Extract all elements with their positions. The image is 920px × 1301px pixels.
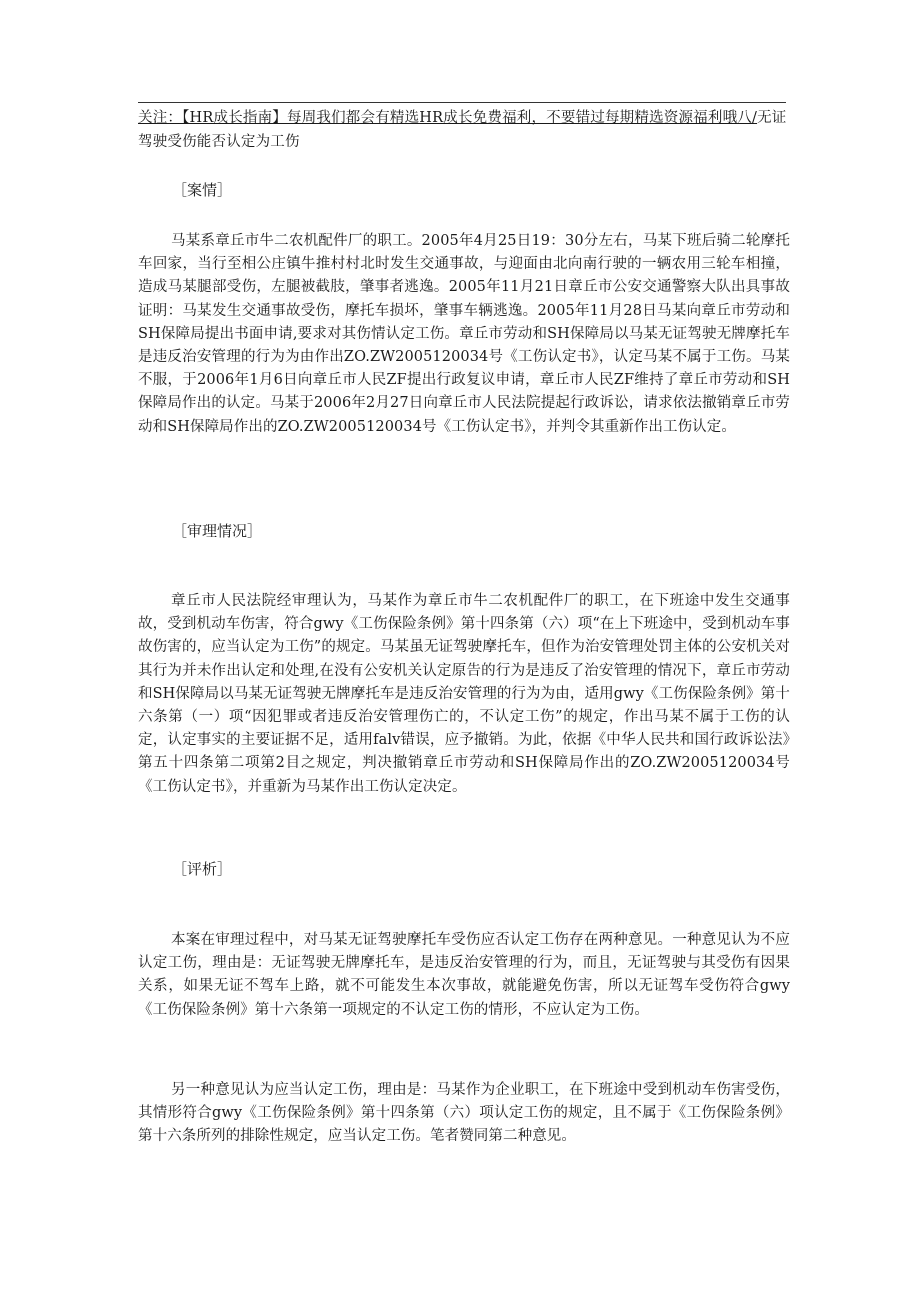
trial-paragraph: 章丘市人民法院经审理认为，马某作为章丘市牛二农机配件厂的职工，在下班途中发生交通事故，受到机动车伤害，符合gwy《工伤保险条例》第十四条第（六）项“在上下班途中，受到机动车事故伤害的，应当认定为工伤”的规定。马某虽无证驾驶摩托车，但作为治安管理处罚主体的公安机关对其行为并未作出认定和处理,在没有公安机关认定原告的行为是违反了治安管理的情况下，章丘市劳动和SH保障局以马某无证驾驶无牌摩托车是违反治安管理的行为为由，适用gwy《工伤保险条例》第十六条第（一）项“因犯罪或者违反治安管理伤亡的，不认定工伤”的规定，作出马某不属于工伤的认定，认定事实的主要证据不足，适用falv错误，应予撤销。为此，依据《中华人民共和国行政诉讼法》第五十四条第二项第2目之规定，判决撤销章丘市劳动和SH保障局作出的ZO.ZW2005120034号《工伤认定书》，并重新为马某作出工伤认定决定。: [138, 593, 790, 795]
document-title: 无证驾驶受伤能否认定为工伤: [138, 110, 787, 150]
comment-heading: ［评析］: [172, 860, 233, 878]
promo-notice[interactable]: 关注：【HR成长指南】每周我们都会有精选HR成长免费福利，不要错过每期精选资源福利哦八/: [138, 110, 758, 126]
document-header: [138, 106, 790, 154]
case-paragraph: 马某系章丘市牛二农机配件厂的职工。2005年4月25日19：30分左右，马某下班后骑二轮摩托车回家，当行至相公庄镇牛推村村北时发生交通事故，与迎面由北向南行驶的一辆农用三轮车相撞，造成马某腿部受伤，左腿被截肢，肇事者逃逸。2005年11月21日章丘市公安交通警察大队出具事故证明：马某发生交通事故受伤，摩托车损坏，肇事车辆逃逸。2005年11月28日马某向章丘市劳动和SH保障局提出书面申请,要求对其伤情认定工伤。章丘市劳动和SH保障局以马某无证驾驶无牌摩托车是违反治安管理的行为为由作出ZO.ZW2005120034号《工伤认定书》，认定马某不属于工伤。马某不服，于2006年1月6日向章丘市人民ZF提出行政复议申请，章丘市人民ZF维持了章丘市劳动和SH保障局作出的认定。马某于2006年2月27日向章丘市人民法院提起行政诉讼，请求依法撤销章丘市劳动和SH保障局作出的ZO.ZW2005120034号《工伤认定书》，并判令其重新作出工伤认定。: [138, 233, 790, 435]
header-rule: [138, 102, 786, 103]
comment-paragraph-2: 另一种意见认为应当认定工伤，理由是：马某作为企业职工，在下班途中受到机动车伤害受伤，其情形符合gwy《工伤保险条例》第十四条第（六）项认定工伤的规定，且不属于《工伤保险条例》第十六条所列的排除性规定，应当认定工伤。笔者赞同第二种意见。: [138, 1082, 790, 1145]
case-heading: ［案情］: [172, 181, 233, 199]
comment-paragraph-1: 本案在审理过程中，对马某无证驾驶摩托车受伤应否认定工伤存在两种意见。一种意见认为不应认定工伤，理由是：无证驾驶无牌摩托车，是违反治安管理的行为，而且，无证驾驶与其受伤有因果关系，如果无证不驾车上路，就不可能发生本次事故，就能避免伤害，所以无证驾车受伤符合gwy《工伤保险条例》第十六条第一项规定的不认定工伤的情形，不应认定为工伤。: [138, 932, 790, 1018]
trial-heading: ［审理情况］: [172, 522, 263, 540]
